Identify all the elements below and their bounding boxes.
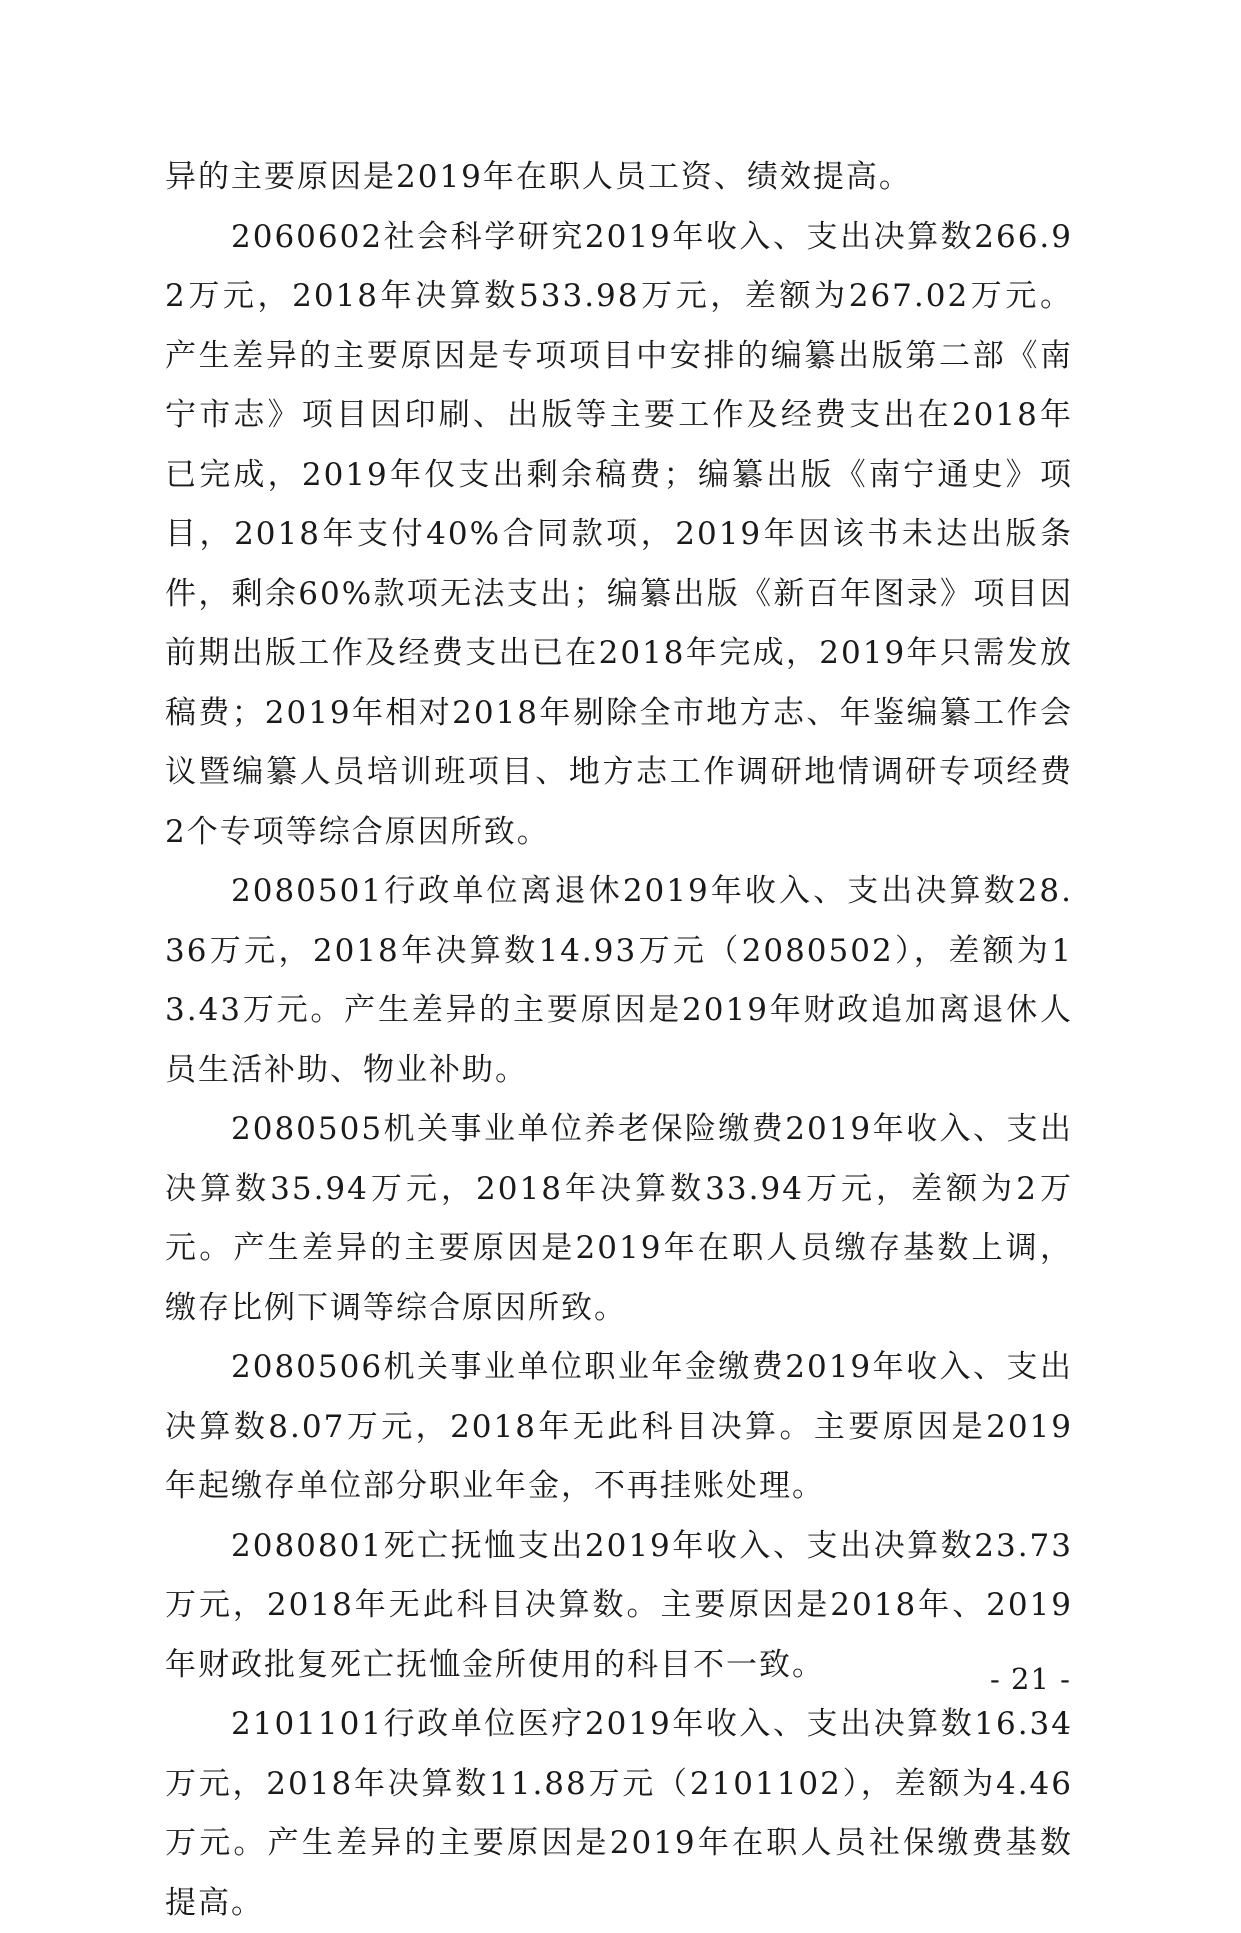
page-number: - 21 - <box>990 1662 1071 1696</box>
paragraph-2101101-admin-medical: 2101101行政单位医疗2019年收入、支出决算数16.34万元，2018年决算数11.88万元（2101102），差额为4.46万元。产生差异的主要原因是2019年在职人员社保缴费基数提高。 <box>165 1706 1073 1921</box>
paragraph-continuation: 异的主要原因是2019年在职人员工资、绩效提高。 <box>165 159 912 195</box>
paragraph-2060602-social-science-research: 2060602社会科学研究2019年收入、支出决算数266.92万元，2018年决算数533.98万元，差额为267.02万元。产生差异的主要原因是专项项目中安排的编纂出版第二部《南宁市志》项目因印刷、出版等主要工作及经费支出在2018年已完成，2019年仅支出剩余稿费；编纂出版《南宁通史》项目，2018年支付40%合同款项，2019年因该书未达出版条件，剩余60%款项无法支出；编纂出版《新百年图录》项目因前期出版工作及经费支出已在2018年完成，2019年只需发放稿费；2019年相对2018年剔除全市地方志、年鉴编纂工作会议暨编纂人员培训班项目、地方志工作调研地情调研专项经费2个专项等综合原因所致。 <box>165 218 1073 850</box>
paragraph-2080505-pension-insurance: 2080505机关事业单位养老保险缴费2019年收入、支出决算数35.94万元，2018年决算数33.94万元，差额为2万元。产生差异的主要原因是2019年在职人员缴存基数上调，缴存比例下调等综合原因所致。 <box>165 1111 1073 1326</box>
paragraph-2080501-admin-retirement: 2080501行政单位离退休2019年收入、支出决算数28.36万元，2018年决算数14.93万元（2080502），差额为13.43万元。产生差异的主要原因是2019年财政追加离退休人员生活补助、物业补助。 <box>165 873 1073 1088</box>
paragraph-2080801-death-pension: 2080801死亡抚恤支出2019年收入、支出决算数23.73万元，2018年无此科目决算数。主要原因是2018年、2019年财政批复死亡抚恤金所使用的科目不一致。 <box>165 1527 1073 1683</box>
document-body <box>165 148 1073 1933</box>
paragraph-2080506-occupational-annuity: 2080506机关事业单位职业年金缴费2019年收入、支出决算数8.07万元，2018年无此科目决算。主要原因是2019年起缴存单位部分职业年金，不再挂账处理。 <box>165 1349 1073 1504</box>
